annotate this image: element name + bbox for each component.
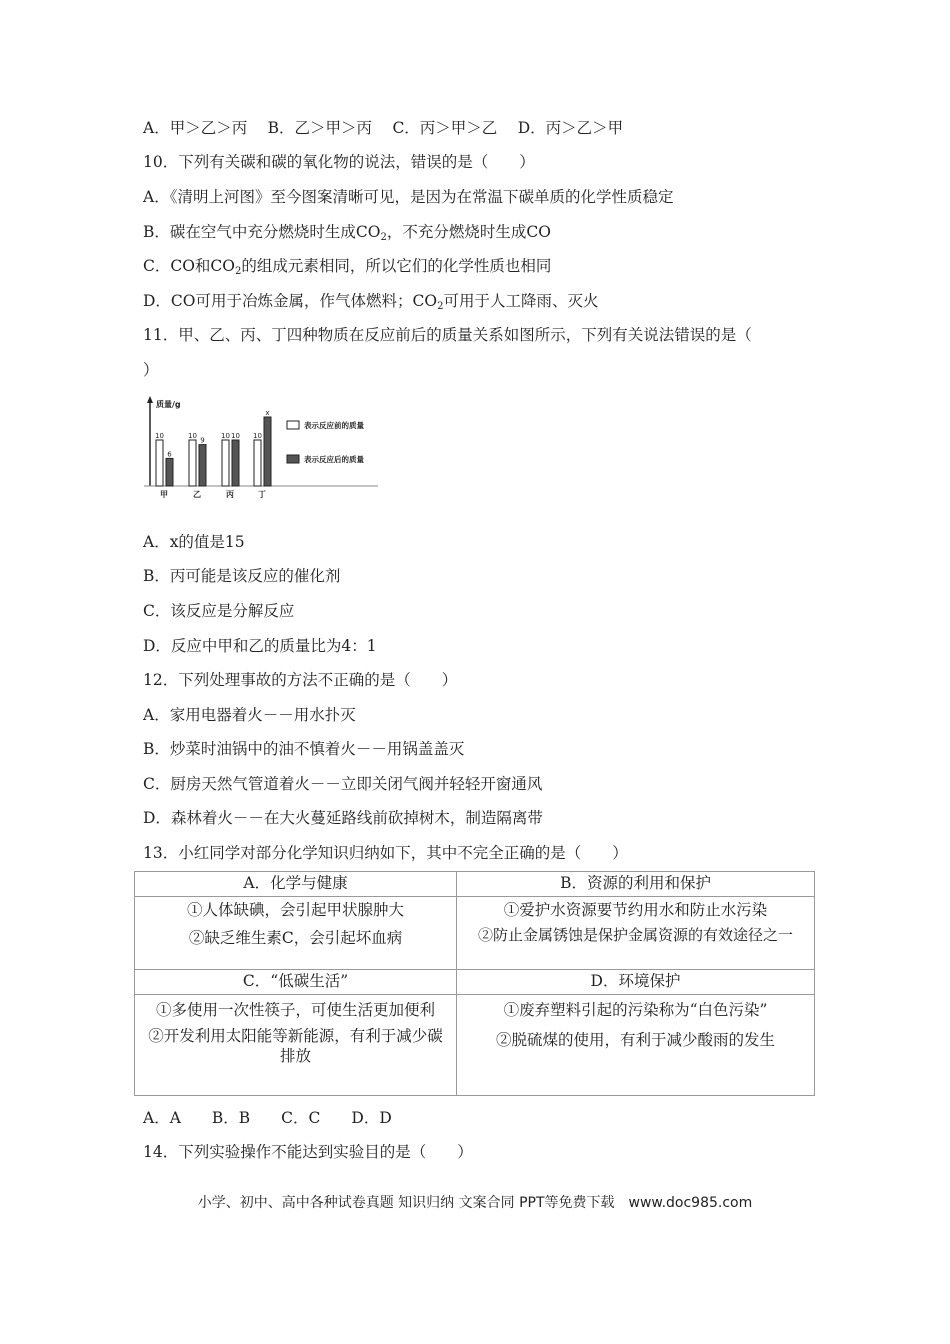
cell-text: ①多使用一次性筷子，可使生活更加便利 — [156, 1001, 436, 1019]
cell-a-body — [135, 897, 457, 970]
q12-option-b: B．炒菜时油锅中的油不慎着火－－用锅盖盖灭 — [143, 740, 465, 758]
category-label: 乙 — [193, 490, 201, 499]
bar-value-label: 10 — [253, 432, 262, 440]
legend-item-after — [287, 454, 364, 464]
cell-text: ②防止金属锈蚀是保护金属资源的有效途径之一 — [478, 926, 794, 944]
legend-label-before: 表示反应前的质量 — [304, 421, 364, 430]
q12-option-d: D．森林着火－－在大火蔓延路线前砍掉树木，制造隔离带 — [143, 809, 543, 827]
q11-option-b: B．丙可能是该反应的催化剂 — [143, 567, 341, 585]
q10-option-c — [143, 256, 551, 282]
cell-text: ①人体缺碘，会引起甲状腺肿大 — [187, 901, 405, 919]
subscript: 2 — [437, 301, 444, 312]
category-labels — [160, 489, 266, 499]
q13-stem: 13．小红同学对部分化学知识归纳如下，其中不完全正确的是（ ） — [143, 844, 628, 862]
cell-d-body — [457, 995, 815, 1096]
q9-options: A．甲＞乙＞丙 B．乙＞甲＞丙 C．丙＞甲＞乙 D．丙＞乙＞甲 — [143, 119, 624, 137]
bar-before-4 — [254, 440, 261, 486]
cell-b-body — [457, 897, 815, 970]
q11-stem: 11．甲、乙、丙、丁四种物质在反应前后的质量关系如图所示，下列有关说法错误的是（ — [143, 326, 752, 344]
cell-text: ①爱护水资源要节约用水和防止水污染 — [503, 901, 768, 919]
text-run: B．碳在空气中充分燃烧时生成CO — [143, 223, 381, 241]
bar-value-label: 10 — [188, 432, 197, 440]
footer-text: 小学、初中、高中各种试卷真题 知识归纳 文案合同 PPT等免费下载 www.doc985.com — [197, 1195, 753, 1211]
y-axis-label: 质量/g — [156, 400, 181, 409]
legend-label-after: 表示反应后的质量 — [304, 455, 364, 464]
cell-text: ①废弃塑料引起的污染称为“白色污染” — [503, 1001, 768, 1019]
q10-stem: 10．下列有关碳和碳的氧化物的说法，错误的是（ ） — [143, 153, 535, 171]
cell-text: ②开发利用太阳能等新能源，有利于减少碳排放 — [148, 1027, 443, 1065]
bar-after-4 — [264, 417, 271, 486]
q11-stem-cont: ） — [143, 361, 159, 379]
bar-after-3 — [232, 440, 239, 486]
bar-before-2 — [189, 440, 196, 486]
bars-group — [155, 409, 271, 486]
bar-before-3 — [222, 440, 229, 486]
text-run: D．CO可用于冶炼金属，作气体燃料；CO — [143, 292, 438, 310]
q14-stem: 14．下列实验操作不能达到实验目的是（ ） — [143, 1143, 473, 1161]
category-label: 甲 — [160, 490, 168, 499]
q10-option-a: A．《清明上河图》至今图案清晰可见，是因为在常温下碳单质的化学性质稳定 — [143, 188, 674, 206]
bar-after-2 — [199, 445, 206, 486]
bar-value-label: 9 — [200, 436, 205, 445]
text-run: ，不充分燃烧时生成CO — [386, 223, 551, 241]
cell-a-head: A．化学与健康 — [135, 872, 457, 897]
bar-value-label: 6 — [167, 450, 172, 459]
subscript: 2 — [235, 266, 242, 277]
legend-item-before — [287, 420, 364, 430]
bar-before-1 — [156, 440, 163, 486]
q11-option-c: C．该反应是分解反应 — [143, 602, 295, 620]
cell-text: ②脱硫煤的使用，有利于减少酸雨的发生 — [496, 1031, 776, 1049]
q12-stem: 12．下列处理事故的方法不正确的是（ ） — [143, 671, 458, 689]
cell-text: ②缺乏维生素C，会引起坏血病 — [188, 929, 403, 947]
cell-c-body — [135, 995, 457, 1096]
table-row — [135, 897, 815, 970]
category-label: 丁 — [258, 490, 266, 499]
text-run: 的组成元素相同，所以它们的化学性质也相同 — [241, 257, 552, 275]
q10-option-b — [143, 222, 551, 248]
text-run: 可用于人工降雨、灭火 — [443, 292, 599, 310]
q12-option-c: C．厨房天然气管道着火－－立即关闭气阀并轻轻开窗通风 — [143, 775, 543, 793]
q11-option-a: A．x的值是15 — [143, 533, 245, 551]
q10-option-d — [143, 291, 598, 317]
bar-value-label: 10 — [155, 432, 164, 440]
table-row — [135, 995, 815, 1096]
text-run: C．CO和CO — [143, 257, 235, 275]
q13-options: A．A B．B C．C D．D — [143, 1109, 392, 1127]
q11-option-d: D．反应中甲和乙的质量比为4：1 — [143, 637, 377, 655]
q12-option-a: A．家用电器着火－－用水扑灭 — [143, 706, 356, 724]
table-row — [135, 872, 815, 897]
cell-d-head: D．环境保护 — [457, 970, 815, 995]
bar-after-1 — [166, 458, 173, 486]
cell-b-head: B．资源的利用和保护 — [457, 872, 815, 897]
bar-value-label: 10 — [221, 432, 230, 440]
subscript: 2 — [380, 232, 387, 243]
table-row — [135, 970, 815, 995]
legend — [287, 420, 364, 464]
cell-c-head: C．“低碳生活” — [135, 970, 457, 995]
bar-value-label: 10 — [231, 432, 240, 440]
knowledge-table — [134, 871, 815, 1096]
category-label: 丙 — [226, 490, 234, 499]
bar-value-label: x — [265, 409, 270, 417]
mass-bar-chart — [144, 396, 384, 500]
y-axis — [147, 396, 153, 486]
